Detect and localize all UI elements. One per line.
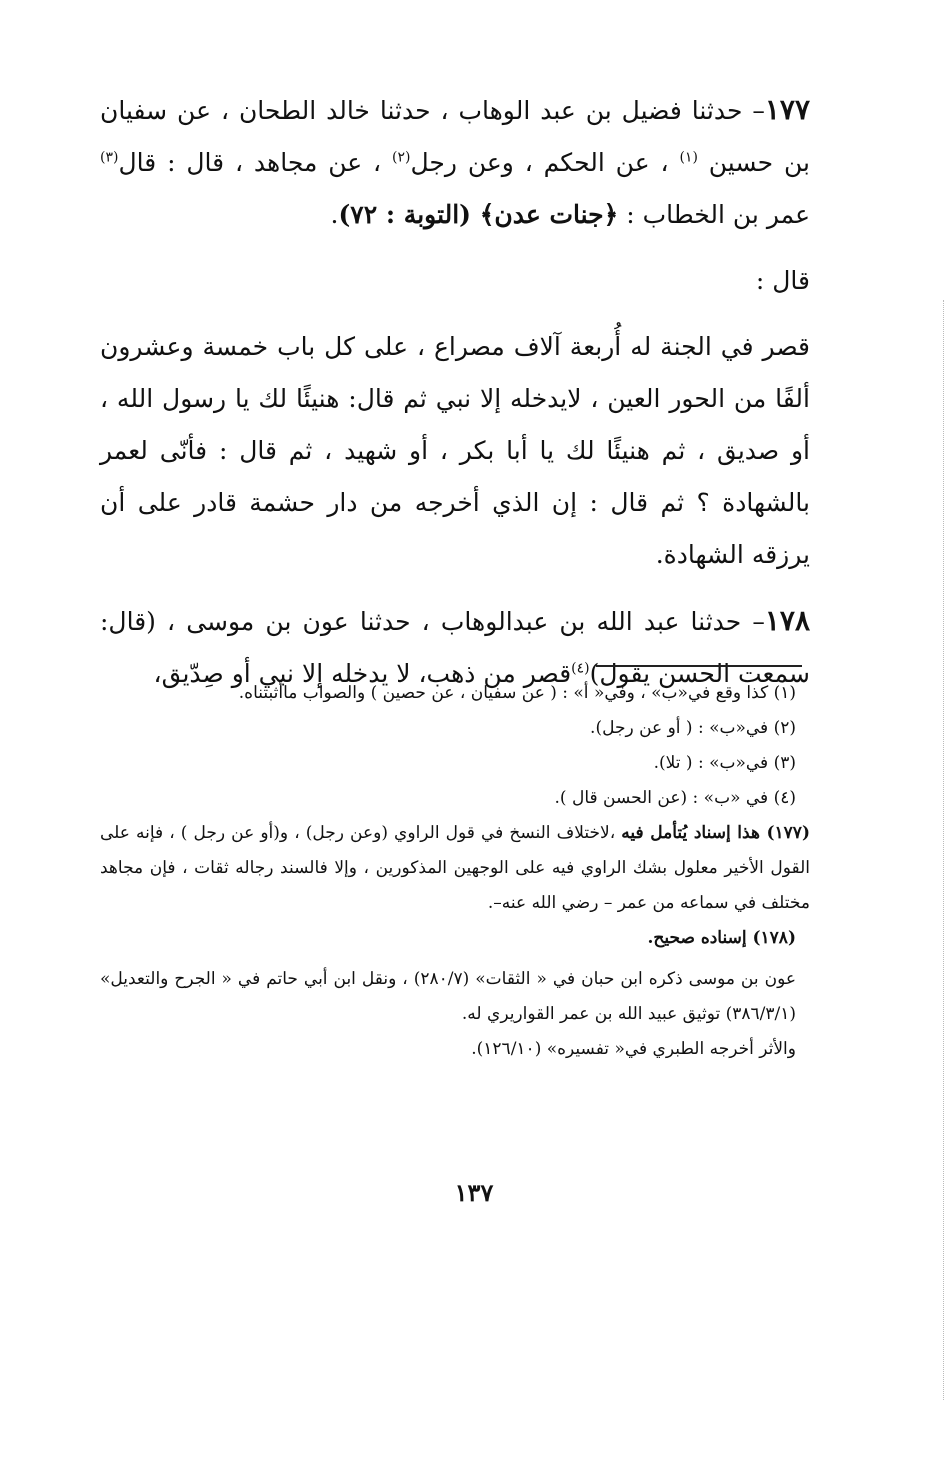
commentary-177-body: ،لاختلاف النسخ في قول الراوي (وعن رجل) ، و(أو عن رجل ) ، فإنه على القول الأخير معلول بشك الراوي فيه على الوجهين المذكورين ، وإلا فالسند رجاله ثقات ، فإن مجاهد مختلف في سماعه من عمر – رضي الله عنه–.	[100, 823, 810, 913]
scan-edge-line	[943, 300, 944, 1400]
footnote-ref-1: (١)	[679, 149, 698, 166]
hadith-177-text4: عمر بن الخطاب :	[626, 200, 810, 229]
hadith-177	[100, 84, 810, 241]
hadith-178-text2: قصر من ذهب، لا يدخله إلا نبي أو صِدّيق،	[153, 659, 572, 688]
hadith-number-178: ١٧٨	[764, 604, 810, 637]
hadith-number-177: ١٧٧	[764, 93, 810, 126]
main-text	[100, 84, 810, 700]
commentary-178-body1: عون بن موسى ذكره ابن حبان في « الثقات» (٢٨٠/٧) ، ونقل ابن أبي حاتم في « الجرح والتعديل» (٣٨٦/٣/١) توثيق عبيد الله بن عمر القواريري له.	[100, 969, 796, 1024]
footnote-ref-3: (٣)	[100, 149, 119, 166]
hadith-177-text2: ، عن الحكم ، وعن رجل	[410, 148, 669, 177]
commentary-178-head: (١٧٨) إسناده صحيح.	[647, 928, 796, 948]
commentary-178-body2: والأثر أخرجه الطبري في« تفسيره» (١٢٦/١٠).	[471, 1039, 796, 1059]
qasr-paragraph: قصر في الجنة له أُربعة آلاف مصراع ، على كل باب خمسة وعشرون ألفًا من الحور العين ، لايدخله إلا نبي ثم قال: هنيئًا لك يا رسول الله ، أو صديق ، ثم هنيئًا لك يا أبا بكر ، أو شهيد ، ثم قال : فأنّى لعمر بالشهادة ؟ ثم قال : إن الذي أخرجه من دار حشمة قادر على أن يرزقه الشهادة.	[100, 332, 810, 569]
hadith-177-text3: ، عن مجاهد ، قال : قال	[118, 148, 382, 177]
footnotes	[100, 676, 810, 1067]
footnote-3: (٣) في«ب» : ( تلا).	[653, 753, 796, 773]
page-number: ١٣٧	[454, 1178, 494, 1207]
footnote-4: (٤) في «ب» : (عن الحسن قال ).	[554, 788, 796, 808]
hadith-178-text: – حدثنا عبد الله بن عبدالوهاب ، حدثنا عون بن موسى ، (قال: سمعت الحسن يقول)	[100, 607, 810, 688]
commentary-177-head: (١٧٧) هذا إسناد يُتأمل فيه	[621, 823, 810, 843]
qal-line: قال :	[755, 266, 810, 295]
hadith-177-end: .	[330, 200, 339, 229]
footnote-1: (١) كذا وقع في«ب» ، وفي« أ» : ( عن سفيان ، عن حصين ) والصواب ماأثبتناه.	[238, 683, 796, 703]
commentary-177	[100, 816, 810, 921]
footnote-ref-2: (٢)	[392, 149, 411, 166]
quran-quote: ﴿جنات عدن﴾ (التوبة : ٧٢)	[338, 200, 619, 229]
footnote-separator	[596, 665, 802, 667]
footnote-2: (٢) في«ب» : ( أو عن رجل).	[590, 718, 796, 738]
hadith-177-text: – حدثنا فضيل بن عبد الوهاب ، حدثنا خالد الطحان ، عن سفيان بن حسين	[100, 96, 810, 177]
footnote-ref-4: (٤)	[571, 660, 590, 677]
